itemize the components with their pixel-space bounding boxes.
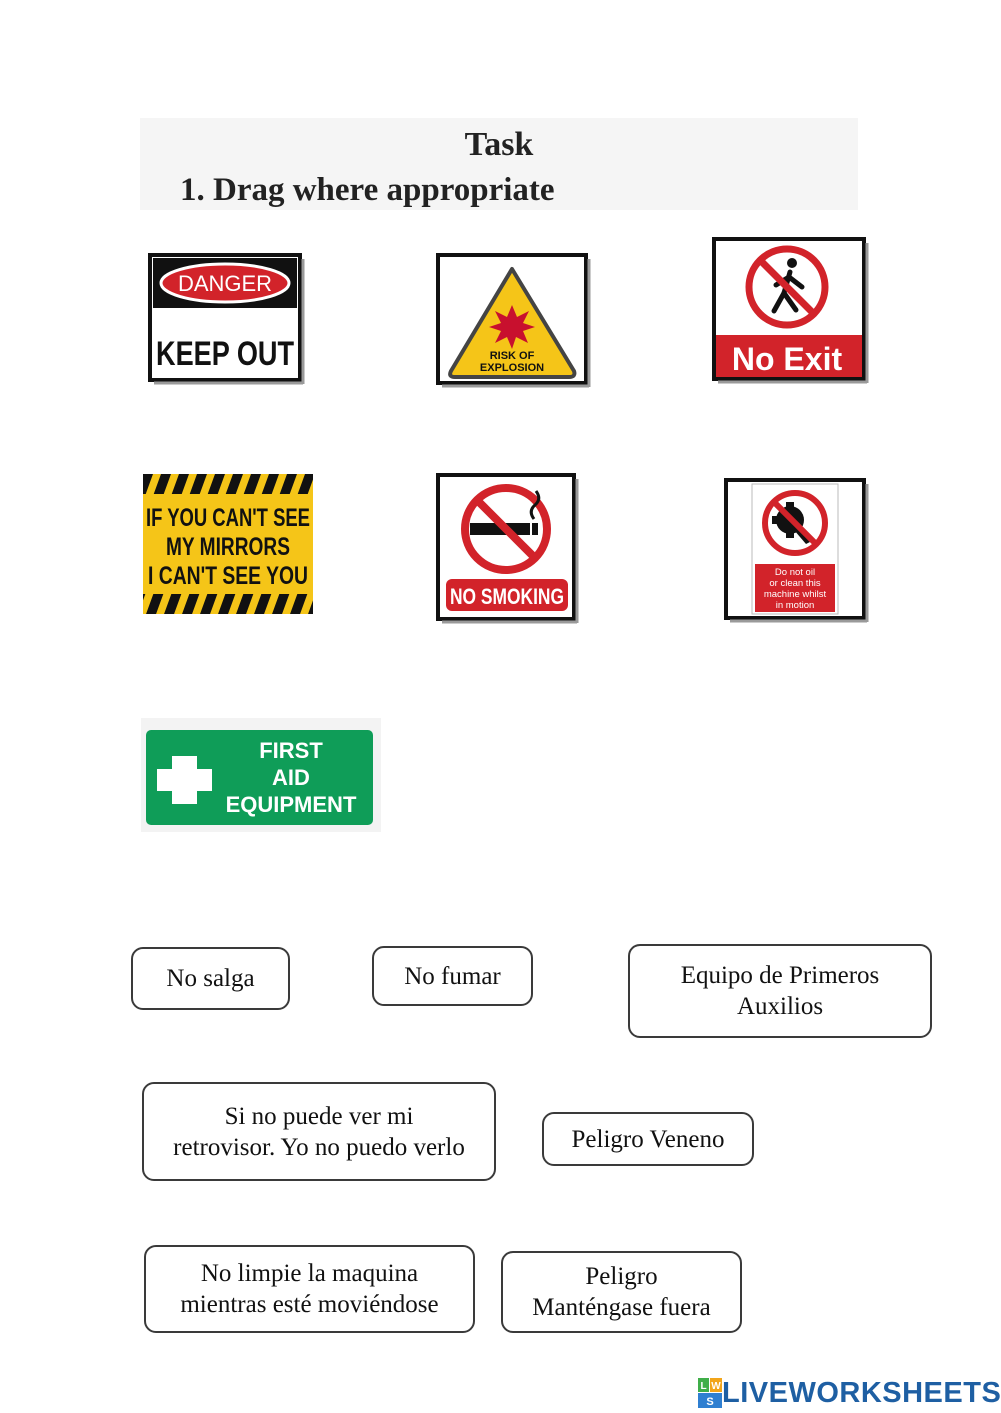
answer-peligro-veneno[interactable]: Peligro Veneno (542, 1112, 754, 1166)
keep-out-label: KEEP OUT (156, 335, 295, 373)
logo-letter-w: W (711, 1381, 721, 1392)
task-title: Task (464, 126, 534, 163)
sign-risk-of-explosion (436, 253, 593, 393)
first-aid-line-2: AID (272, 765, 310, 790)
answer-no-fumar[interactable]: No fumar (372, 946, 533, 1006)
answer-equipo-primeros-auxilios[interactable]: Equipo de Primeros Auxilios (628, 944, 932, 1038)
no-smoking-label: NO SMOKING (450, 584, 564, 609)
answer-peligro-mantengase-fuera[interactable]: Peligro Manténgase fuera (501, 1251, 742, 1333)
liveworksheets-wordmark: LIVEWORKSHEETS (722, 1376, 1001, 1409)
sign-no-exit (712, 237, 870, 390)
logo-letter-s: S (706, 1396, 714, 1408)
do-not-oil-line-3: machine whilst (763, 589, 827, 600)
sign-first-aid (141, 718, 381, 837)
sign-mirrors (143, 474, 313, 619)
mirrors-line-3: I CAN'T SEE YOU (148, 562, 308, 590)
sign-do-not-oil (724, 478, 870, 629)
liveworksheets-icon (698, 1378, 722, 1408)
first-aid-line-1: FIRST (259, 738, 323, 763)
answer-no-limpie-maquina[interactable]: No limpie la maquina mientras esté moviéndose (144, 1245, 475, 1333)
task-header (140, 118, 858, 210)
logo-letter-l: L (700, 1381, 707, 1392)
risk-of-label: RISK OF (489, 350, 535, 362)
mirrors-line-2: MY MIRRORS (166, 533, 290, 561)
do-not-oil-line-4: in motion (775, 600, 815, 611)
no-exit-label: No Exit (731, 341, 843, 377)
mirrors-line-1: IF YOU CAN'T SEE (146, 504, 310, 532)
answer-retrovisor[interactable]: Si no puede ver mi retrovisor. Yo no puedo verlo (142, 1082, 496, 1181)
danger-label: DANGER (177, 271, 273, 296)
do-not-oil-line-1: Do not oil (774, 567, 816, 578)
explosion-label: EXPLOSION (479, 362, 545, 374)
sign-danger-keep-out (148, 253, 306, 390)
sign-no-smoking (436, 473, 581, 630)
first-aid-line-3: EQUIPMENT (225, 792, 357, 817)
liveworksheets-logo (698, 1376, 1001, 1410)
do-not-oil-line-2: or clean this (769, 578, 821, 589)
answer-no-salga[interactable]: No salga (131, 947, 290, 1010)
task-instruction: 1. Drag where appropriate (180, 172, 555, 208)
